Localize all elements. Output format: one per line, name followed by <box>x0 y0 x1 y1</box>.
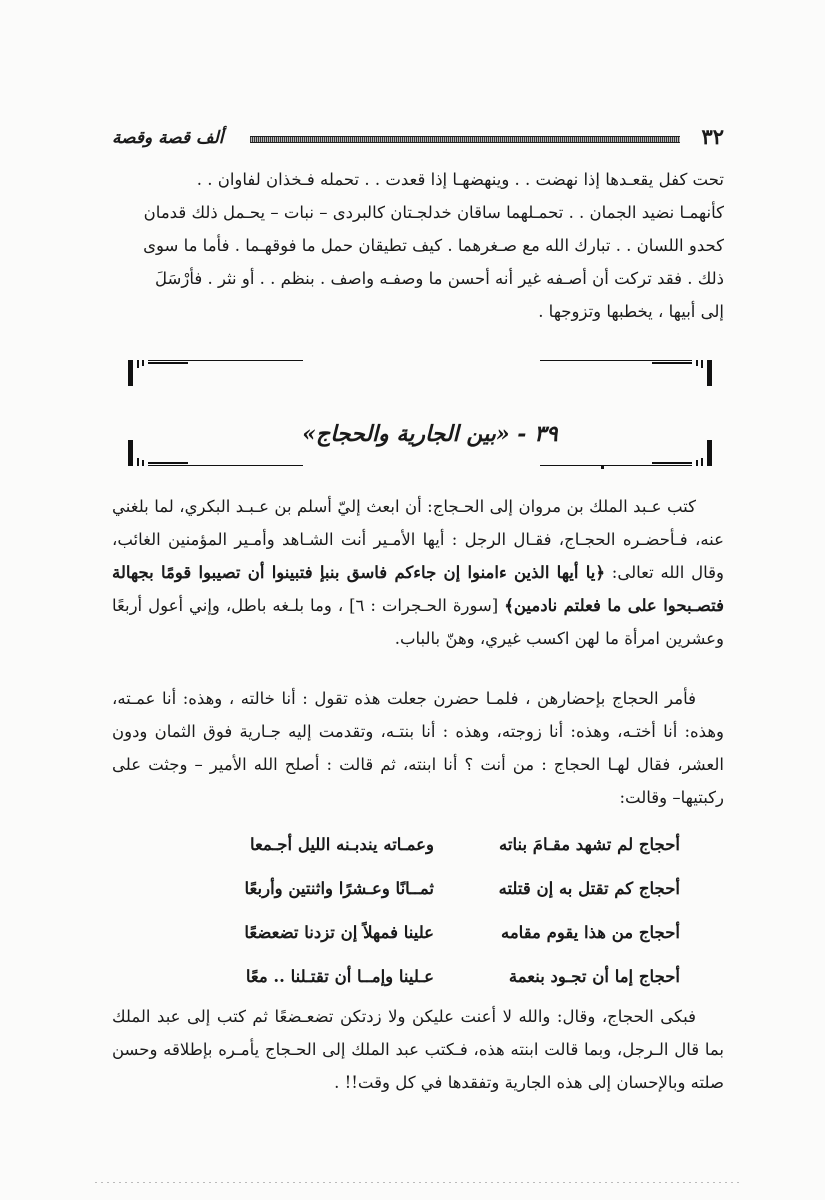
poem-first-hemistich: أحجاج إما أن تجـود بنعمة <box>508 967 680 986</box>
page-bottom-edge <box>95 1182 740 1183</box>
page-number: ٣٢ <box>701 124 724 149</box>
header-rule <box>250 136 680 143</box>
poem-verse <box>120 960 680 1004</box>
ornament-top-left <box>128 360 303 386</box>
ornament-bottom-left <box>128 440 303 466</box>
story-text: فأمر الحجاج بإحضارهن ، فلمـا حضرن جعلت هذه تقول : أنا خالته ، وهذه: أنا عمـته، وهذه: أنا أختـه، وهذه: أنا زوجته، وهذه : أنا بنتـه، وتقدمت إليه جـارية فوق الثمان ودون العشر، فقال لهـا الحجاج : من أنت ؟ أنا ابنته، ثم قالت : أصلح الله الأمير – وجثت على ركبتيها– وقالت: <box>112 689 724 807</box>
running-title: ألف قصة وقصة <box>112 128 224 148</box>
ornament-top-right <box>540 360 712 386</box>
poem-second-hemistich: وعمـاته يندبـنه الليل أجـمعا <box>249 835 434 854</box>
intro-line: كحدو اللسان . . تبارك الله مع صـغرهما . كيف تطيقان حمل ما فوقهـما . فأما ما سوى <box>143 236 724 255</box>
poem-second-hemistich: علينا فمهلاً إن تزدنا تضعضعًا <box>244 923 434 942</box>
chapter-title: ٣٩ - «بين الجارية والحجاج» <box>302 421 558 447</box>
quran-verse: ﴿يا أيها الذين ءامنوا إن جاءكم فاسق بنبإ فتبينوا أن تصيبوا قومًا بجهالة فتصـبحوا على ما فعلتم نادمين﴾ <box>112 563 724 615</box>
story-text: كتب عـبد الملك بن مروان إلى الحـجاج: أن ابعث إليّ أسلم بن عـبـد البكري، لما بلغني عنه، فـأحضـره الحجـاج، فقـال الرجل : أيها الأمـير أنت الشـاهد وأمـير المؤمنين الغائب، وقال الله تعالى: <box>112 497 724 582</box>
poem-first-hemistich: أحجاج لم تشهد مقـامَ بناته <box>499 835 680 854</box>
poem-first-hemistich: أحجاج من هذا يقوم مقامه <box>500 923 680 942</box>
poem-verse <box>120 828 680 872</box>
closing-text: فبكى الحجاج، وقال: والله لا أعنت عليكن ولا زدتكن تضعـضعًا ثم كتب إلى عبد الملك بما قال الـرجل، وبما قالت ابنته هذه، فـكتب عبد الملك إلى الحـجاج يأمـره بإطلاقه وحسن صلته وبالإحسان إلى هذه الجارية وتفقدها في كل وقت!! . <box>112 1007 724 1092</box>
story-paragraph-1 <box>112 490 724 655</box>
poem-verse <box>120 916 680 960</box>
intro-paragraph <box>112 163 724 328</box>
intro-line: ذلك . فقد تركت أن أصـفه غير أنه أحسن ما وصفـه واصف . بنظم . . أو نثر . فأرْسَلَ <box>155 269 724 288</box>
poem-second-hemistich: ثمــانًا وعـشرًا واثنتين وأربعًا <box>244 879 434 898</box>
poem-second-hemistich: عـلينا وإمــا أن تقتـلنا .. معًا <box>245 967 434 986</box>
page-header <box>112 123 724 153</box>
ornament-bottom-right <box>540 440 712 466</box>
poem <box>120 828 680 1004</box>
closing-paragraph <box>112 1000 724 1099</box>
intro-line: إلى أبيها ، يخطبها وتزوجها . <box>538 302 724 321</box>
poem-first-hemistich: أحجاج كم تقتل به إن قتلته <box>498 879 680 898</box>
intro-line: تحت كفل يقعـدها إذا نهضت . . وينهضهـا إذا قعدت . . تحمله فـخذان لفاوان . . <box>196 170 724 189</box>
story-text: [سورة الحـجرات : ٦] ، وما بلـغه باطل، وإني أعول أربعًا وعشرين امرأة ما لهن اكسب غيري، وهنّ بالباب. <box>112 596 724 648</box>
poem-verse <box>120 872 680 916</box>
intro-line: كأنهمـا نضيد الجمان . . تحمـلهما ساقان خدلجـتان كالبردى – نبات – يحـمل ذلك قدمان <box>143 203 724 222</box>
story-paragraph-2 <box>112 682 724 814</box>
